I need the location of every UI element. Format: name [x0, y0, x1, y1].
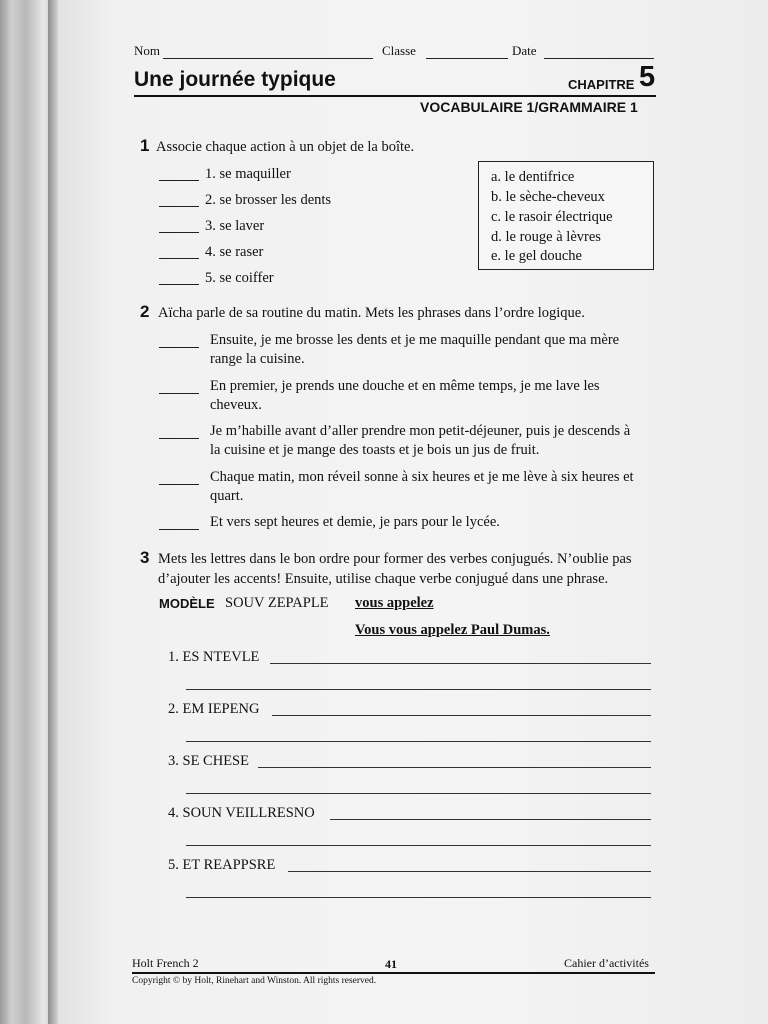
q2-number: 2 — [140, 302, 150, 321]
q2-item-1-line-1: Ensuite, je me brosse les dents et je me maquille pendant que ma mère — [210, 332, 620, 348]
q3-sentence-line-1b[interactable] — [186, 689, 651, 690]
q1-answer-blank-3[interactable] — [159, 232, 199, 233]
q2-item-2-line-2: cheveux. — [210, 397, 262, 413]
q3-instruction-line-2: d’ajouter les accents! Ensuite, utilise chaque verbe conjugué dans une phrase. — [158, 571, 609, 587]
box-item-d: d. le rouge à lèvres — [491, 229, 601, 245]
q3-sentence-line-2b[interactable] — [186, 741, 651, 742]
box-item-a: a. le dentifrice — [491, 169, 575, 185]
box-item-b: b. le sèche-cheveux — [491, 189, 605, 205]
q2-answer-blank-5[interactable] — [159, 529, 199, 530]
q2-item-4-line-1: Chaque matin, mon réveil sonne à six heures et je me lève à six heures et — [210, 469, 634, 485]
nom-field[interactable] — [163, 44, 373, 59]
footer-book-title: Holt French 2 — [132, 956, 199, 970]
q1-answer-blank-5[interactable] — [159, 284, 199, 285]
q1-item-1: 1. se maquiller — [205, 166, 291, 182]
worksheet-page — [58, 0, 768, 1024]
q3-item-4: 4. SOUN VEILLRESNO — [168, 805, 315, 821]
q1-number: 1 — [140, 136, 150, 155]
chapter-label: CHAPITRE — [568, 77, 635, 92]
q2-item-3-line-2: la cuisine et je mange des toasts et je bois un jus de fruit. — [210, 442, 540, 458]
q3-sentence-line-5b[interactable] — [186, 897, 651, 898]
classe-label: Classe — [382, 43, 416, 58]
q2-item-5-line-1: Et vers sept heures et demie, je pars pour le lycée. — [210, 514, 500, 530]
date-label: Date — [512, 43, 537, 58]
q2-item-1-line-2: range la cuisine. — [210, 351, 305, 367]
q3-answer-line-4a[interactable] — [330, 819, 651, 820]
q3-instruction-line-1: Mets les lettres dans le bon ordre pour former des verbes conjugués. N’oublie pas — [158, 551, 632, 567]
footer-rule — [132, 972, 655, 974]
q3-item-3: 3. SE CHESE — [168, 753, 249, 769]
modele-sentence: Vous vous appelez Paul Dumas. — [355, 622, 550, 638]
q2-answer-blank-3[interactable] — [159, 438, 199, 439]
chapter-number: 5 — [639, 61, 656, 93]
modele-answer: vous appelez — [355, 595, 434, 611]
q1-item-2: 2. se brosser les dents — [205, 192, 332, 208]
q1-word-box — [478, 161, 654, 270]
date-field[interactable] — [544, 44, 654, 59]
box-item-e: e. le gel douche — [491, 248, 582, 264]
modele-scrambled-word: SOUV ZEPAPLE — [225, 595, 329, 611]
q3-sentence-line-4b[interactable] — [186, 845, 651, 846]
q3-number: 3 — [140, 548, 150, 567]
q3-item-5: 5. ET REAPPSRE — [168, 857, 276, 873]
q3-item-1: 1. ES NTEVLE — [168, 649, 260, 665]
q2-answer-blank-4[interactable] — [159, 484, 199, 485]
q1-item-3: 3. se laver — [205, 218, 265, 234]
nom-label: Nom — [134, 43, 160, 58]
q3-sentence-line-3b[interactable] — [186, 793, 651, 794]
spine-edge — [48, 0, 58, 1024]
q1-answer-blank-1[interactable] — [159, 180, 199, 181]
section-heading: VOCABULAIRE 1/GRAMMAIRE 1 — [420, 99, 638, 115]
q3-answer-line-1a[interactable] — [270, 663, 651, 664]
q3-item-2: 2. EM IEPENG — [168, 701, 260, 717]
box-item-c: c. le rasoir électrique — [491, 209, 613, 225]
q2-answer-blank-1[interactable] — [159, 347, 199, 348]
q1-instruction: Associe chaque action à un objet de la boîte. — [156, 139, 415, 155]
q1-answer-blank-4[interactable] — [159, 258, 199, 259]
q2-item-4-line-2: quart. — [210, 488, 244, 504]
q2-answer-blank-2[interactable] — [159, 393, 199, 394]
q1-item-4: 4. se raser — [205, 244, 264, 260]
q2-item-2-line-1: En premier, je prends une douche et en même temps, je me lave les — [210, 378, 600, 394]
title-rule — [134, 95, 656, 97]
footer-copyright: Copyright © by Holt, Rinehart and Winston. All rights reserved. — [132, 976, 377, 986]
q2-instruction: Aïcha parle de sa routine du matin. Mets les phrases dans l’ordre logique. — [158, 305, 585, 321]
q1-item-5: 5. se coiffer — [205, 270, 274, 286]
q3-answer-line-3a[interactable] — [258, 767, 651, 768]
page-title: Une journée typique — [134, 68, 336, 91]
q3-answer-line-5a[interactable] — [288, 871, 651, 872]
modele-label: MODÈLE — [159, 596, 215, 611]
footer-page-number: 41 — [385, 957, 397, 971]
q1-answer-blank-2[interactable] — [159, 206, 199, 207]
classe-field[interactable] — [426, 44, 508, 59]
footer-workbook-title: Cahier d’activités — [564, 956, 649, 970]
q2-item-3-line-1: Je m’habille avant d’aller prendre mon petit-déjeuner, puis je descends à — [210, 423, 631, 439]
q3-answer-line-2a[interactable] — [272, 715, 651, 716]
